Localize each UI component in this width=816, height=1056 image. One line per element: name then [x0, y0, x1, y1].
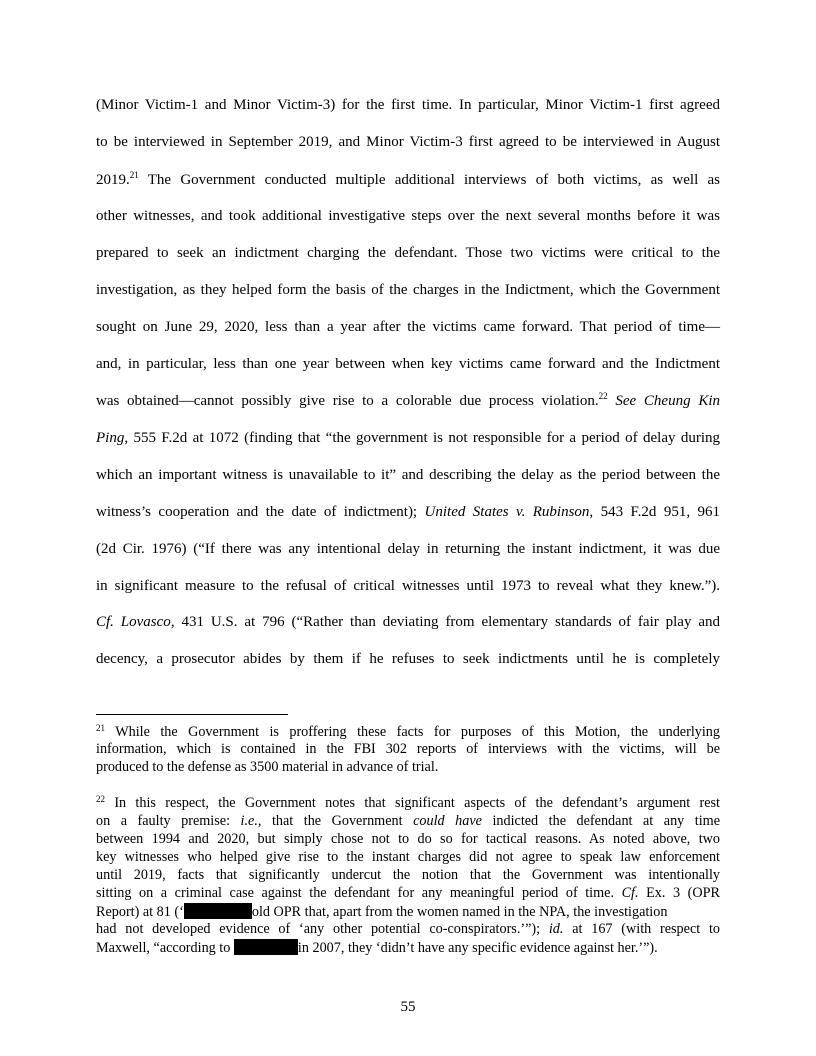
body-line — [96, 132, 720, 152]
body-line — [96, 206, 720, 226]
body-line — [96, 317, 720, 337]
footnote-italic: could have — [413, 813, 482, 829]
body-text: 2019. — [96, 172, 130, 188]
footnote-22-line — [96, 849, 720, 866]
body-text: and, in particular, less than one year between when key victims came forward and the Indictment — [96, 356, 720, 372]
footnote-text: at 167 (with respect to — [572, 921, 721, 937]
footnote-text: until 2019, facts that significantly undercut the notion that the Government was intentionally — [96, 867, 720, 883]
body-text: , 431 U.S. at 796 (“Rather than deviating from elementary standards of fair play and — [170, 614, 720, 630]
footnote-21-line — [96, 741, 720, 758]
case-citation: See Cheung Kin — [615, 393, 720, 409]
footnote-22-line — [96, 921, 720, 938]
body-text: to be interviewed in September 2019, and Minor Victim-3 first agreed to be interviewed in August — [96, 134, 720, 150]
footnote-22-line — [96, 903, 720, 921]
body-line — [96, 612, 720, 632]
footnote-22-line — [96, 867, 720, 884]
footnote-text: in 2007, they ‘didn’t have any specific evidence against her.’”). — [297, 940, 658, 956]
footnote-text: on a faulty premise: — [96, 813, 231, 829]
body-line — [96, 280, 720, 300]
footnote-text: sitting on a criminal case against the defendant for any meaningful period of time. — [96, 885, 615, 901]
footnote-text: indicted the defendant at any time — [492, 813, 720, 829]
footnote-text: between 1994 and 2020, but simply chose not to do so for tactical reasons. As noted above, two — [96, 831, 720, 847]
footnote-number: 21 — [96, 723, 105, 733]
body-text: , 543 F.2d 951, 961 — [589, 504, 720, 520]
body-text: prepared to seek an indictment charging the defendant. Those two victims were critical to the — [96, 245, 720, 261]
body-line — [96, 243, 720, 263]
footnote-text: , that the Government — [257, 813, 403, 829]
body-text: in significant measure to the refusal of critical witnesses until 1973 to reveal what they knew.”). — [96, 578, 720, 594]
footnote-text: Maxwell, “according to — [96, 940, 231, 956]
body-line — [96, 354, 720, 374]
body-text: other witnesses, and took additional investigative steps over the next several months before it was — [96, 208, 720, 224]
footnote-text: information, which is contained in the FBI 302 reports of interviews with the victims, will be — [96, 741, 720, 757]
footnote-text: Report) at 81 (‘ — [96, 904, 184, 920]
footnote-italic: Cf. — [621, 885, 639, 901]
footnote-separator — [96, 714, 288, 715]
body-text: decency, a prosecutor abides by them if he refuses to seek indictments until he is completely — [96, 651, 720, 667]
body-text: investigation, as they helped form the basis of the charges in the Indictment, which the Government — [96, 282, 720, 298]
footnote-22-line — [96, 813, 720, 830]
body-text: , 555 F.2d at 1072 (finding that “the government is not responsible for a period of delay during — [124, 430, 720, 446]
body-line — [96, 465, 720, 485]
footnote-text: Ex. 3 (OPR — [646, 885, 720, 901]
footnote-text: In this respect, the Government notes that significant aspects of the defendant’s argument rest — [114, 795, 721, 811]
footnote-text: had not developed evidence of ‘any other potential co-conspirators.’”); — [96, 921, 541, 937]
body-text: The Government conducted multiple additional interviews of both victims, as well as — [147, 172, 720, 188]
body-text: (2d Cir. 1976) (“If there was any intentional delay in returning the instant indictment, it was due — [96, 541, 720, 557]
footnote-text: produced to the defense as 3500 material in advance of trial. — [96, 759, 439, 775]
footnote-ref-21: 21 — [129, 170, 139, 180]
body-text: witness’s cooperation and the date of indictment); — [96, 504, 418, 520]
body-text: sought on June 29, 2020, less than a year after the victims came forward. That period of time— — [96, 319, 720, 335]
body-line — [96, 502, 720, 522]
case-citation: Ping — [96, 430, 125, 446]
footnote-italic: id. — [548, 921, 564, 937]
footnote-number: 22 — [96, 794, 105, 804]
body-text: which an important witness is unavailable to it” and describing the delay as the period between the — [96, 467, 720, 483]
body-line — [96, 576, 720, 596]
page-number: 55 — [400, 999, 416, 1015]
footnote-text: old OPR that, apart from the women named in the NPA, the investigation — [251, 904, 668, 920]
footnote-22-line — [96, 885, 720, 902]
body-line — [96, 649, 720, 669]
footnote-22-line — [96, 831, 720, 848]
case-citation: United States v. Rubinson — [424, 504, 590, 520]
footnote-italic: i.e. — [240, 813, 258, 829]
case-citation: Cf. Lovasco — [96, 614, 171, 630]
footnote-text: While the Government is proffering these facts for purposes of this Motion, the underlying — [115, 724, 720, 740]
footnote-ref-22: 22 — [598, 391, 608, 401]
footnote-21-line — [96, 724, 720, 741]
body-text: (Minor Victim-1 and Minor Victim-3) for the first time. In particular, Minor Victim-1 first agreed — [96, 97, 720, 113]
body-text: was obtained—cannot possibly give rise to a colorable due process violation. — [96, 393, 599, 409]
body-line — [96, 428, 720, 448]
redaction-box — [234, 939, 298, 955]
body-line — [96, 391, 720, 411]
footnote-22-line — [96, 939, 720, 957]
redaction-box — [184, 903, 252, 919]
footnote-21-line — [96, 759, 720, 776]
body-line — [96, 170, 720, 190]
body-line — [96, 95, 720, 115]
footnote-text: key witnesses who helped give rise to the instant charges did not agree to speak law enforcement — [96, 849, 720, 865]
body-line — [96, 539, 720, 559]
footnote-22-line — [96, 795, 720, 812]
